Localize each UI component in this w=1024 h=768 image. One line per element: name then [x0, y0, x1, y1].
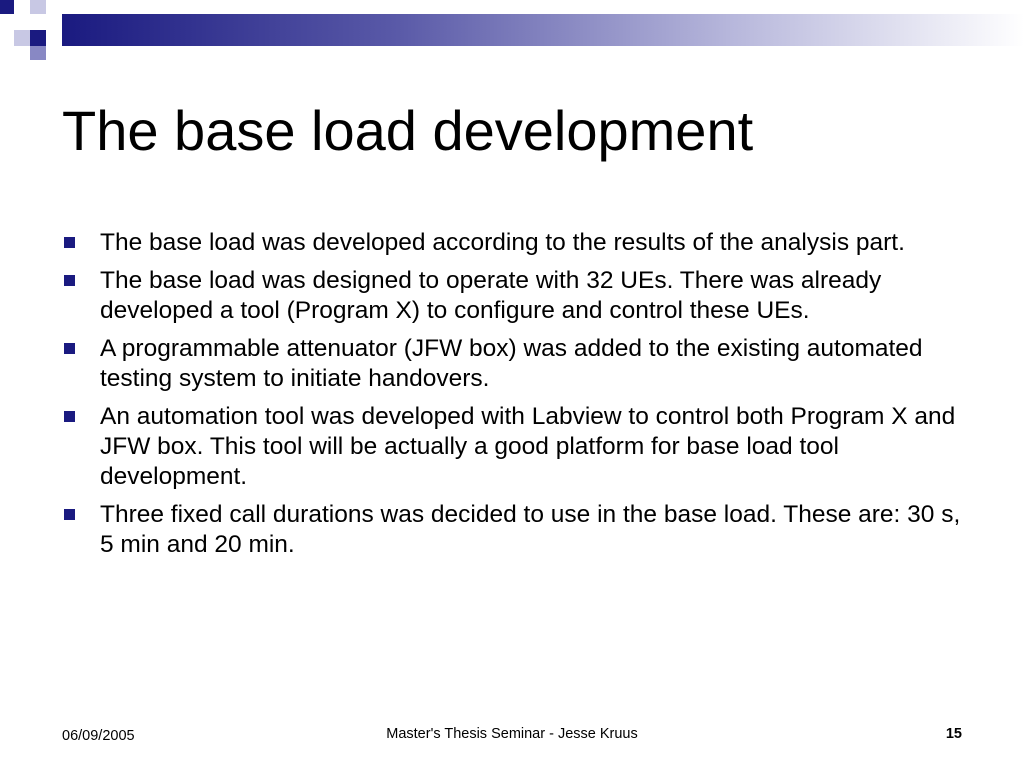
decor-square — [0, 0, 14, 14]
bullet-item — [62, 500, 962, 560]
bullet-item — [62, 334, 962, 394]
header-band-gap — [46, 14, 62, 46]
bullet-text: The base load was designed to operate with 32 UEs. There was already developed a tool (Program X) to configure and control these UEs. — [100, 267, 882, 324]
bullet-item — [62, 228, 962, 258]
bullet-text: Three fixed call durations was decided to use in the base load. These are: 30 s, 5 min and 20 min. — [100, 501, 961, 558]
bullet-item — [62, 402, 962, 492]
page-number: 15 — [945, 726, 962, 742]
bullet-text: A programmable attenuator (JFW box) was added to the existing automated testing system to initiate handovers. — [100, 335, 923, 392]
bullet-text: An automation tool was developed with Labview to control both Program X and JFW box. This tool will be actually a good platform for base load tool development. — [100, 403, 956, 490]
square-bullet-icon — [64, 237, 75, 248]
square-bullet-icon — [64, 509, 75, 520]
slide-title: The base load development — [62, 99, 754, 162]
header-gradient-band — [62, 14, 1024, 46]
bullet-text: The base load was developed according to the results of the analysis part. — [100, 229, 905, 256]
square-bullet-icon — [64, 343, 75, 354]
square-bullet-icon — [64, 411, 75, 422]
footer-date: 06/09/2005 — [62, 728, 135, 744]
footer-title: Master's Thesis Seminar - Jesse Kruus — [386, 726, 638, 742]
decor-square — [30, 30, 46, 46]
decor-square — [30, 0, 46, 14]
decor-square — [30, 46, 46, 60]
bullet-item — [62, 266, 962, 326]
bullet-list — [62, 228, 962, 568]
decor-square — [14, 30, 30, 46]
square-bullet-icon — [64, 275, 75, 286]
